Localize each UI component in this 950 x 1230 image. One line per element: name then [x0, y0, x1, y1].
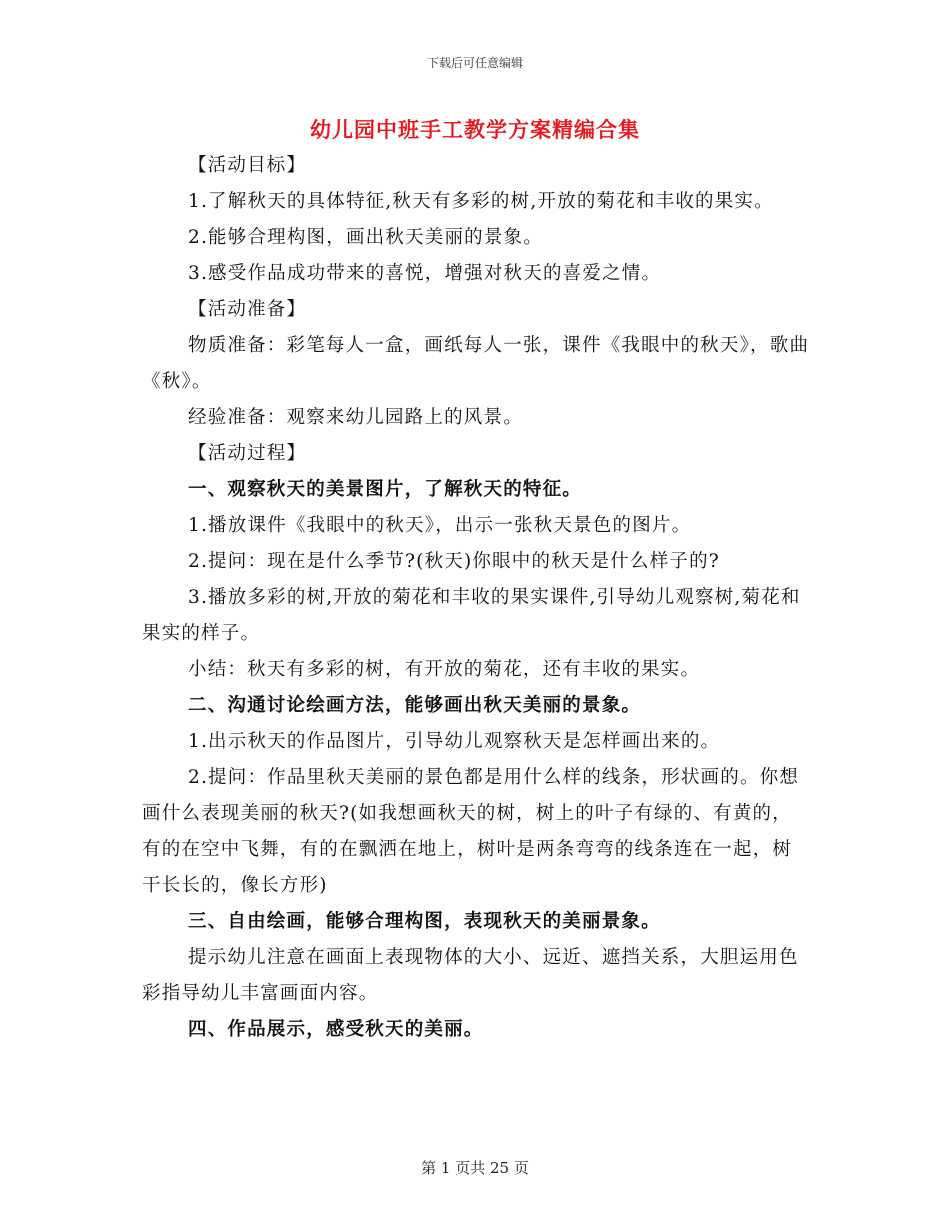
process-step-1-item-2: 2.提问：现在是什么季节?(秋天)你眼中的秋天是什么样子的? [188, 551, 720, 572]
document-body [142, 148, 810, 1048]
process-step-1-summary: 小结：秋天有多彩的树，有开放的菊花，还有丰收的果实。 [188, 659, 701, 680]
preparation-materials: 物质准备：彩笔每人一盒，画纸每人一张，课件《我眼中的秋天》，歌曲《秋》。 [142, 335, 810, 392]
process-step-4-heading: 四、作品展示，感受秋天的美丽。 [188, 1019, 484, 1040]
process-step-1-item-1: 1.播放课件《我眼中的秋天》，出示一张秋天景色的图片。 [188, 515, 692, 536]
document-title: 幼儿园中班手工教学方案精编合集 [310, 117, 640, 142]
goal-item-3: 3.感受作品成功带来的喜悦，增强对秋天的喜爱之情。 [188, 263, 662, 284]
process-step-2-item-2: 2.提问：作品里秋天美丽的景色都是用什么样的线条，形状画的。你想画什么表现美丽的秋天?(如我想画秋天的树，树上的叶子有绿的、有黄的，有的在空中飞舞，有的在飘洒在地上，树叶是两条弯弯的线条连在一起，树干长长的，像长方形) [142, 767, 800, 896]
goal-item-2: 2.能够合理构图，画出秋天美丽的景象。 [188, 227, 543, 248]
process-step-1-heading: 一、观察秋天的美景图片，了解秋天的特征。 [188, 479, 583, 500]
page-footer: 第 1 页共 25 页 [421, 1159, 529, 1177]
process-step-2-heading: 二、沟通讨论绘画方法，能够画出秋天美丽的景象。 [188, 695, 642, 716]
process-step-3-text: 提示幼儿注意在画面上表现物体的大小、远近、遮挡关系，大胆运用色彩指导幼儿丰富画面内容。 [142, 947, 799, 1004]
process-step-3-heading: 三、自由绘画，能够合理构图，表现秋天的美丽景象。 [188, 911, 661, 932]
process-step-1-item-3: 3.播放多彩的树,开放的菊花和丰收的果实课件,引导幼儿观察树,菊花和果实的样子。 [142, 587, 801, 644]
process-step-2-item-1: 1.出示秋天的作品图片，引导幼儿观察秋天是怎样画出来的。 [188, 731, 721, 752]
header-note: 下载后可任意编辑 [426, 56, 523, 70]
preparation-experience: 经验准备：观察来幼儿园路上的风景。 [188, 407, 523, 428]
goal-item-1: 1.了解秋天的具体特征,秋天有多彩的树,开放的菊花和丰收的果实。 [188, 191, 774, 212]
section-heading-process: 【活动过程】 [188, 443, 307, 464]
section-heading-preparation: 【活动准备】 [188, 299, 307, 320]
section-heading-goals: 【活动目标】 [188, 155, 307, 176]
